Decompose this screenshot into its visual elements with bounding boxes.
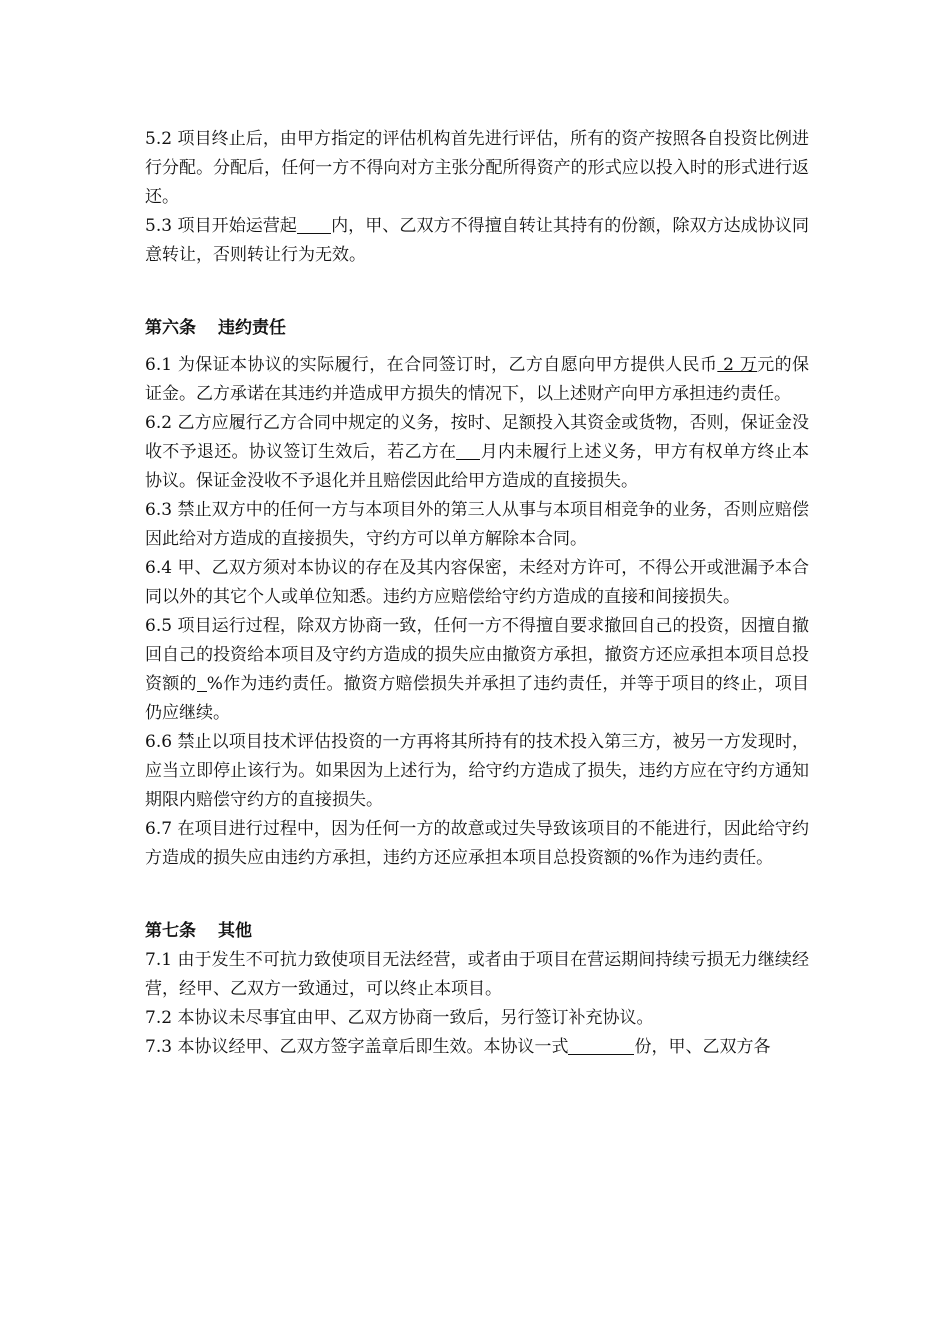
clause-5-3-text-a: 5.3 项目开始运营起 xyxy=(145,216,298,236)
document-page xyxy=(145,118,809,1062)
clause-7-3-text-a: 7.3 本协议经甲、乙双方签字盖章后即生效。本协议一式 xyxy=(145,1037,569,1057)
clause-7-1: 7.1 由于发生不可抗力致使项目无法经营，或者由于项目在营运期间持续亏损无力继续经营，经甲、乙双方一致通过，可以终止本项目。 xyxy=(145,950,809,999)
clause-6-5 xyxy=(145,612,809,728)
section-7-title: 其他 xyxy=(218,921,252,941)
section-6-heading xyxy=(145,314,809,343)
section-7-heading xyxy=(145,917,809,946)
clause-6-1-text-a: 6.1 为保证本协议的实际履行，在合同签订时，乙方自愿向甲方提供人民币 xyxy=(145,355,718,375)
section-5 xyxy=(145,125,809,270)
clause-6-6: 6.6 禁止以项目技术评估投资的一方再将其所持有的技术投入第三方，被另一方发现时，应当立即停止该行为。如果因为上述行为，给守约方造成了损失，违约方应在守约方通知期限内赔偿守约方的直接损失。 xyxy=(145,732,809,810)
section-6-title: 违约责任 xyxy=(218,318,286,338)
section-6-number: 第六条 xyxy=(145,318,196,338)
clause-5-3-text-b: 内，甲、乙双方不得擅自转让其持有的份额，除双方达成协议同意转让，否则转让行为无效。 xyxy=(145,216,809,265)
clause-6-2 xyxy=(145,409,809,496)
clause-5-2: 5.2 项目终止后，由甲方指定的评估机构首先进行评估，所有的资产按照各自投资比例进行分配。分配后，任何一方不得向对方主张分配所得资产的形式应以投入时的形式进行返还。 xyxy=(145,129,809,207)
section-7 xyxy=(145,917,809,1062)
clause-6-3: 6.3 禁止双方中的任何一方与本项目外的第三人从事与本项目相竞争的业务，否则应赔偿因此给对方造成的直接损失，守约方可以单方解除本合同。 xyxy=(145,500,809,549)
clause-6-1 xyxy=(145,351,809,409)
clause-6-2-text-a: 6.2 乙方应履行乙方合同中规定的义务，按时、足额投入其资金或货物，否则，保证金没收不予退还。协议签订生效后，若乙方在 xyxy=(145,413,809,462)
clause-6-7: 6.7 在项目进行过程中，因为任何一方的故意或过失导致该项目的不能进行，因此给守约方造成的损失应由违约方承担，违约方还应承担本项目总投资额的%作为违约责任。 xyxy=(145,819,809,868)
clause-6-1-amount: 2 万 xyxy=(717,355,758,375)
clause-6-5-text-b: %作为违约责任。撤资方赔偿损失并承担了违约责任，并等于项目的终止，项目仍应继续。 xyxy=(145,674,809,723)
clause-5-3 xyxy=(145,212,809,270)
clause-7-3-text-b: 份，甲、乙双方各 xyxy=(634,1037,771,1057)
section-7-number: 第七条 xyxy=(145,921,196,941)
clause-6-2-text-b: 月内未履行上述义务，甲方有权单方终止本协议。保证金没收不予退化并且赔偿因此给甲方造成的直接损失。 xyxy=(145,442,810,491)
clause-6-4: 6.4 甲、乙双方须对本协议的存在及其内容保密，未经对方许可，不得公开或泄漏予本合同以外的其它个人或单位知悉。违约方应赔偿给守约方造成的直接和间接损失。 xyxy=(145,558,809,607)
clause-6-5-text-a: 6.5 项目运行过程，除双方协商一致，任何一方不得擅自要求撤回自己的投资，因擅自撤回自己的投资给本项目及守约方造成的损失应由撤资方承担，撤资方还应承担本项目总投资额的 xyxy=(145,616,809,694)
clause-6-5-blank[interactable] xyxy=(197,671,207,692)
clause-7-2: 7.2 本协议未尽事宜由甲、乙双方协商一致后，另行签订补充协议。 xyxy=(145,1008,654,1028)
section-6 xyxy=(145,314,809,873)
clause-5-3-blank[interactable] xyxy=(297,213,331,234)
clause-7-3-blank[interactable] xyxy=(568,1034,634,1055)
clause-6-2-blank[interactable] xyxy=(456,439,480,460)
clause-7-3 xyxy=(145,1033,809,1062)
clause-6-1-text-b: 元的保证金。乙方承诺在其违约并造成甲方损失的情况下，以上述财产向甲方承担违约责任。 xyxy=(145,355,809,404)
